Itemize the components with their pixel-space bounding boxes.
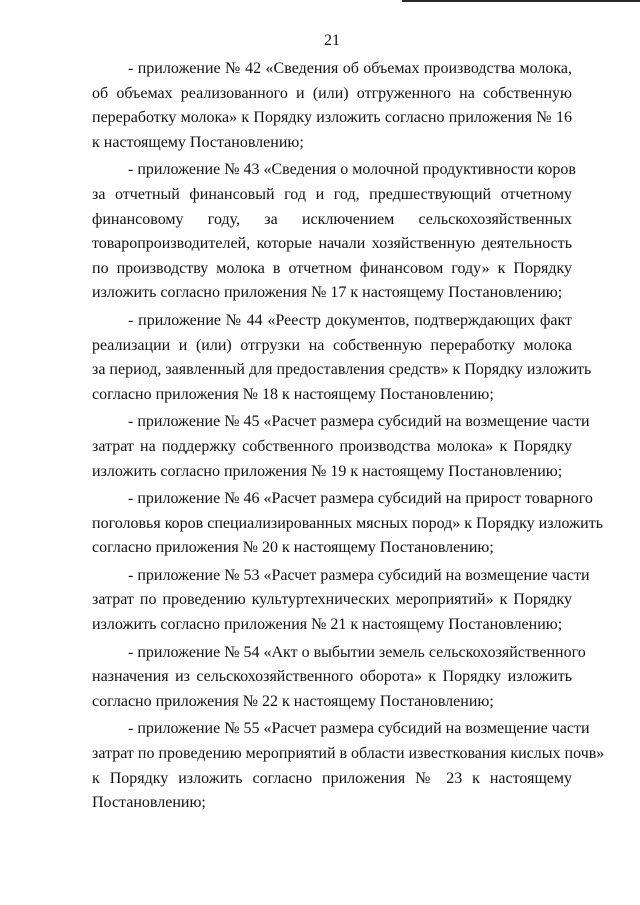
paragraph [92,57,572,155]
text-line: финансовому году, за исключением сельскохозяйственных [92,210,572,228]
text-line: назначения из сельскохозяйственного оборота» к Порядку изложить [92,668,572,686]
text-line: к настоящему Постановлению; [92,133,304,151]
text-line: затрат по проведению мероприятий в области известкования кислых почв» [92,745,605,763]
text-line: согласно приложения № 18 к настоящему Постановлению; [92,385,494,403]
paragraph [92,309,592,407]
text-line: переработку молока» к Порядку изложить согласно приложения № 16 [92,109,572,127]
text-line: Постановлению; [92,794,206,812]
paragraph [92,410,590,484]
text-line: изложить согласно приложения № 19 к настоящему Постановлению; [92,462,563,480]
text-line: - приложение № 42 «Сведения об объемах производства молока, [128,60,572,77]
text-line: затрат по проведению культуртехнических мероприятий» к Порядку [92,591,572,609]
top-rule [402,0,640,2]
page-number: 21 [324,32,340,49]
text-line: по производству молока в отчетном финансовом году» к Порядку [92,259,572,277]
text-line: - приложение № 45 «Расчет размера субсидий на возмещение части [128,413,590,431]
text-line: к Порядку изложить согласно приложения № 23 к настоящему [92,769,572,787]
text-line: изложить согласно приложения № 17 к настоящему Постановлению; [92,284,563,302]
paragraph [92,564,590,638]
text-line: - приложение № 54 «Акт о выбытии земель сельскохозяйственного [128,643,586,661]
text-line: согласно приложения № 22 к настоящему Постановлению; [92,692,494,710]
paragraph [92,717,605,815]
paragraph [92,487,603,561]
paragraph [92,641,586,715]
text-line: - приложение № 43 «Сведения о молочной продуктивности коров [128,161,576,179]
text-line: за отчетный финансовый год и год, предшествующий отчетному [92,185,572,203]
text-line: - приложение № 55 «Расчет размера субсидий на возмещение части [128,720,590,738]
text-line: за период, заявленный для предоставления средств» к Порядку изложить [92,361,592,379]
text-line: согласно приложения № 20 к настоящему Постановлению; [92,539,494,557]
text-line: изложить согласно приложения № 21 к настоящему Постановлению; [92,616,563,634]
text-line: поголовья коров специализированных мясных пород» к Порядку изложить [92,514,603,532]
text-line: затрат на поддержку собственного производства молока» к Порядку [92,437,572,455]
text-line: реализации и (или) отгрузки на собственную переработку молока [92,336,572,354]
text-line: - приложение № 46 «Расчет размера субсидий на прирост товарного [128,490,593,508]
text-line: - приложение № 44 «Реестр документов, подтверждающих факт [128,311,572,329]
body-text [92,57,605,819]
text-line: - приложение № 53 «Расчет размера субсидий на возмещение части [128,566,590,584]
paragraph [92,158,576,306]
text-line: об объемах реализованного и (или) отгруженного на собственную [92,84,572,102]
text-line: товаропроизводителей, которые начали хозяйственную деятельность [92,235,572,253]
